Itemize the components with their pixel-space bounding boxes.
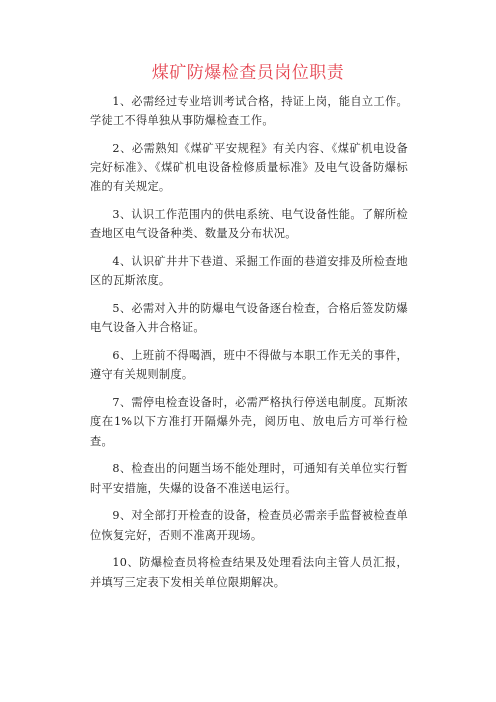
document-title: 煤矿防爆检查员岗位职责: [151, 63, 345, 83]
duty-item-4: 4、认识矿井井下巷道、采掘工作面的巷道安排及所检查地区的瓦斯浓度。: [90, 255, 408, 288]
duty-item-3: 3、认识工作范围内的供电系统、电气设备性能。了解所检查地区电气设备种类、数量及分布状况。: [90, 208, 408, 241]
duty-item-10: 10、防爆检查员将检查结果及处理看法向主管人员汇报，并填写三定表下发相关单位限期解决。: [90, 556, 408, 589]
duty-item-2: 2、必需熟知《煤矿平安规程》有关内容、《煤矿机电设备完好标准》、《煤矿机电设备检修质量标准》及电气设备防爆标准的有关规定。: [90, 142, 408, 194]
duty-item-9: 9、对全部打开检查的设备，检查员必需亲手监督被检查单位恢复完好，否则不准离开现场。: [90, 509, 408, 542]
document-body: [90, 92, 408, 600]
duty-item-1: 1、必需经过专业培训考试合格，持证上岗，能自立工作。学徒工不得单独从事防爆检查工作。: [90, 95, 408, 128]
duty-item-8: 8、检查出的问题当场不能处理时，可通知有关单位实行暂时平安措施，失爆的设备不准送电运行。: [90, 462, 408, 495]
duty-item-7: 7、需停电检查设备时，必需严格执行停送电制度。瓦斯浓度在1%以下方准打开隔爆外壳，阅历电、放电后方可举行检查。: [90, 396, 408, 448]
duty-item-5: 5、必需对入井的防爆电气设备逐台检查，合格后签发防爆电气设备入井合格证。: [90, 302, 408, 335]
duty-item-6: 6、上班前不得喝酒，班中不得做与本职工作无关的事件，遵守有关规则制度。: [90, 349, 408, 382]
